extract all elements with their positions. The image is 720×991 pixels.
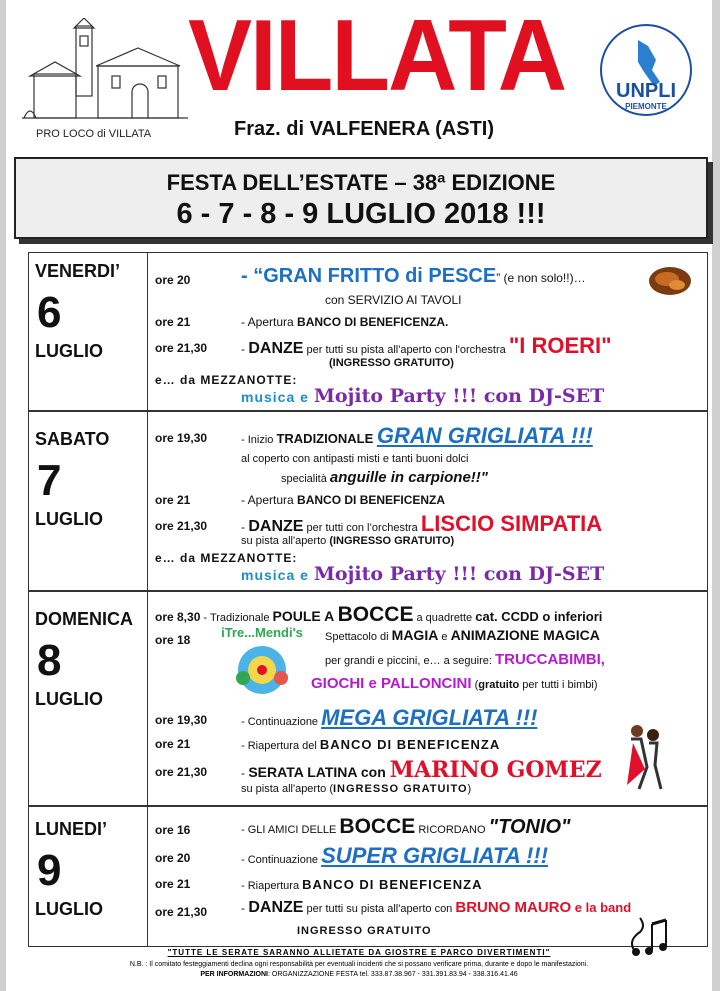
schedule-row: ore 21,30 (155, 341, 208, 355)
schedule-row: musica e Mojito Party !!! con DJ-SET (241, 563, 605, 585)
schedule-row: ore 18 (155, 633, 191, 647)
schedule-row-detail: per grandi e piccini, e… a seguire: TRUCCABIMBI, (325, 651, 605, 668)
day-month: LUGLIO (35, 341, 103, 361)
schedule-row: ore 19,30 (155, 713, 208, 727)
schedule-row: ore 16 (155, 823, 191, 837)
event-highlight: MEGA GRIGLIATA !!! (321, 705, 538, 730)
schedule-row: ore 21 (155, 315, 191, 329)
day-month: LUGLIO (35, 509, 103, 529)
day-number: 8 (37, 636, 62, 685)
pro-loco-label: PRO LOCO di VILLATA (36, 128, 152, 140)
schedule-row: - Riapertura del BANCO DI BENEFICENZA (241, 737, 501, 752)
day-name: VENERDI’ (35, 261, 121, 281)
schedule-row: ore 21 (155, 493, 191, 507)
unpli-logo (598, 22, 694, 118)
schedule-table (28, 252, 708, 947)
fried-fish-icon (647, 261, 693, 297)
schedule-row: - GLI AMICI DELLE BOCCE RICORDANO "TONIO" (241, 815, 571, 838)
schedule-row-detail: (INGRESSO GRATUITO) (329, 357, 454, 369)
banner-dates: 6 - 7 - 8 - 9 LUGLIO 2018 !!! (176, 198, 546, 230)
schedule-row: e… da MEZZANOTTE: (155, 551, 298, 565)
schedule-row: - “GRAN FRITTO di PESCE” (e non solo!!)… (241, 265, 586, 287)
mojito-party: Mojito Party !!! con DJ-SET (313, 385, 605, 407)
schedule-row: ore 19,30 (155, 431, 208, 445)
orchestra-name: "I ROERI" (508, 333, 612, 358)
schedule-row: ore 21,30 (155, 519, 208, 533)
day-month: LUGLIO (35, 689, 103, 709)
schedule-row: ore 21,30 (155, 905, 208, 919)
schedule-row: - Riapertura BANCO DI BENEFICENZA (241, 877, 483, 892)
footer-contacts: PER INFORMAZIONI: ORGANIZZAZIONE FESTA tel. 333.87.38.967 - 331.391.83.94 - 338.316.41.46 (200, 971, 518, 978)
event-time: ore 20 (155, 273, 191, 287)
unpli-logo-subtext: PIEMONTE (625, 102, 667, 111)
schedule-row: - SERATA LATINA con MARINO GOMEZ (241, 757, 602, 783)
schedule-row: Spettacolo di MAGIA e ANIMAZIONE MAGICA (325, 627, 600, 643)
performer-name: MARINO GOMEZ (389, 757, 602, 783)
performer-name: BRUNO MAURO (455, 899, 572, 916)
event-banner (14, 157, 708, 239)
schedule-row-detail: specialità anguille in carpione!!" (281, 469, 488, 486)
schedule-row-detail: INGRESSO GRATUITO (297, 925, 432, 937)
column-divider (147, 253, 148, 946)
church-illustration-icon (20, 18, 190, 124)
schedule-row: ore 21,30 (155, 765, 208, 779)
day-name: SABATO (35, 429, 110, 449)
row-divider (29, 805, 707, 807)
schedule-row-detail: GIOCHI e PALLONCINI (gratuito per tutti i bimbi) (311, 675, 598, 692)
event-highlight: GRAN FRITTO di PESCE (263, 265, 497, 287)
schedule-row: - Apertura BANCO DI BENEFICENZA (241, 493, 446, 507)
schedule-row-detail: al coperto con antipasti misti e tanti buoni dolci (241, 453, 469, 465)
schedule-row: - DANZE per tutti su pista all'aperto con BRUNO MAURO e la band (241, 899, 632, 916)
schedule-row-detail: su pista all'aperto (INGRESSO GRATUITO) (241, 535, 455, 547)
schedule-row (155, 273, 190, 287)
dancing-couple-icon (619, 721, 671, 791)
schedule-row: - Continuazione MEGA GRIGLIATA !!! (241, 705, 538, 730)
unpli-logo-text: UNPLI (616, 80, 676, 102)
clown-face-icon (209, 640, 315, 696)
row-divider (29, 410, 707, 412)
event-highlight: GRAN GRIGLIATA !!! (376, 423, 593, 448)
day-name: LUNEDI’ (35, 819, 107, 839)
banner-title: FESTA DELL’ESTATE – 38ª EDIZIONE (166, 170, 556, 195)
row-divider (29, 590, 707, 592)
day-number: 7 (37, 456, 62, 505)
schedule-row-detail: con SERVIZIO AI TAVOLI (325, 293, 462, 307)
schedule-row: ore 8,30 - Tradizionale POULE A BOCCE a quadrette cat. CCDD o inferiori (155, 603, 603, 626)
footer-disclaimer: N.B. : Il comitato festeggiamenti declina ogni responsabilità per eventuali incidenti che si possano verificare prima, durante e dopo le manifestazioni. (129, 961, 589, 968)
schedule-row: - Inizio TRADIZIONALE GRAN GRIGLIATA !!! (241, 423, 593, 448)
schedule-row: musica e Mojito Party !!! con DJ-SET (241, 385, 605, 407)
schedule-row: e… da MEZZANOTTE: (155, 373, 298, 387)
schedule-row: - DANZE per tutti con l’orchestra LISCIO SIMPATIA (241, 511, 603, 536)
schedule-row: ore 20 (155, 851, 191, 865)
event-highlight: SUPER GRIGLIATA !!! (321, 843, 549, 868)
schedule-row: - DANZE per tutti su pista all'aperto con l'orchestra "I ROERI" (241, 333, 612, 358)
schedule-row: - Apertura BANCO DI BENEFICENZA. (241, 315, 449, 329)
orchestra-name: LISCIO SIMPATIA (420, 511, 603, 536)
day-number: 9 (37, 846, 62, 895)
mojito-party: Mojito Party !!! con DJ-SET (313, 563, 605, 585)
tre-mendis-logo (209, 625, 315, 701)
tre-mendis-label: iTre...Mendi's (221, 625, 303, 640)
event-poster (6, 0, 712, 991)
page-title: VILLATA (188, 0, 566, 113)
day-number: 6 (37, 288, 62, 337)
schedule-row: - Continuazione SUPER GRIGLIATA !!! (241, 843, 549, 868)
schedule-row: ore 21 (155, 877, 191, 891)
day-month: LUGLIO (35, 899, 103, 919)
footer-notice: "TUTTE LE SERATE SARANNO ALLIETATE DA GIOSTRE E PARCO DIVERTIMENTI" (167, 948, 551, 957)
subtitle: Fraz. di VALFENERA (ASTI) (234, 118, 494, 140)
day-name: DOMENICA (35, 609, 133, 629)
schedule-row-detail: su pista all'aperto (INGRESSO GRATUITO) (241, 783, 472, 795)
schedule-row: ore 21 (155, 737, 191, 751)
